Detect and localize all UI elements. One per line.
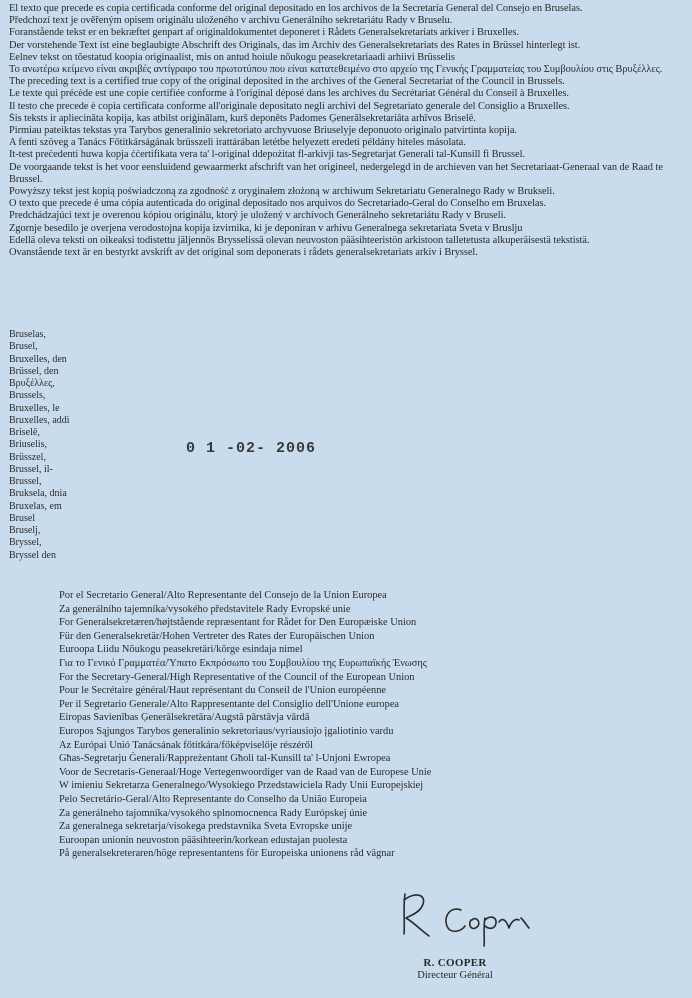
cert-line-sv: Ovanstående text är en bestyrkt avskrift av det original som deponerats i rådets generalsekretariats arkiv i Bryssel. <box>9 247 478 259</box>
place-line: Bruxelas, em <box>9 500 62 512</box>
cert-line-lt: Pirmiau pateiktas tekstas yra Tarybos generalinio sekretoriato archyvuose Briuselyje deponuoto originalo patvirtinta kopija. <box>9 125 517 137</box>
cert-line-pt: O texto que precede é uma cópia autenticada do original depositado nos arquivos do Secretariado-Geral do Conselho em Bruxelas. <box>9 198 547 210</box>
cert-line-de: Der vorstehende Text ist eine beglaubigte Abschrift des Originals, das im Archiv des Generalsekretariats des Rates in Brüssel hinterlegt ist. <box>9 39 581 51</box>
behalf-line: Por el Secretario General/Alto Representante del Consejo de la Union Europea <box>59 590 387 601</box>
cert-line-fi: Edellä oleva teksti on oikeaksi todistettu jäljennös Brysselissä olevan neuvoston pääsihteeristön arkistoon talletetusta alkuperäisestä tekstistä. <box>9 234 590 246</box>
certification-block <box>9 3 685 259</box>
cert-line-da: Foranstående tekst er en bekræftet genpart af originaldokumentet deponeret i Rådets Generalsekretariats arkiver i Bruxelles. <box>9 27 519 39</box>
signatory-name: R. COOPER <box>423 957 487 969</box>
behalf-line: Għas-Segretarju Ġenerali/Rappreżentant Għoli tal-Kunsill ta' l-Unjoni Ewropea <box>59 753 391 765</box>
place-line: Brüsszel, <box>9 451 46 463</box>
cert-line-cs: Předchozí text je ověřeným opisem originálu uloženého v archivu Generálního sekretariátu Rady v Bruselu. <box>9 15 453 27</box>
cert-line-nl: De voorgaande tekst is het voor eensluidend gewaarmerkt afschrift van het origineel, nedergelegd in de archieven van het Secretariaat-Generaal van de Raad te Brussel. <box>9 161 663 185</box>
cert-line-en: The preceding text is a certified true copy of the original deposited in the archives of the General Secretariat of the Council in Brussels. <box>9 76 565 88</box>
behalf-line: Za generálního tajemníka/vysokého představitele Rady Evropské unie <box>59 603 351 615</box>
place-line: Bruselj, <box>9 525 41 536</box>
cert-line-lv: Šis teksts ir apliecināta kopija, kas atbilst oriģinālam, kurš deponēts Padomes Ģenerālsekretariāta arhīvos Briselē. <box>9 112 476 124</box>
place-date-list <box>9 329 119 562</box>
behalf-line: Für den Generalsekretär/Hohen Vertreter des Rates der Europäischen Union <box>59 630 375 642</box>
behalf-line: Για το Γενικό Γραμματέα/Ύπατο Εκπρόσωπο του Συμβουλίου της Ευρωπαϊκής Ένωσης <box>59 657 427 669</box>
cert-line-fr: Le texte qui précède est une copie certifiée conforme à l'original déposé dans les archives du Secrétariat Général du Conseil à Bruxelles. <box>9 88 569 100</box>
cert-line-hu: A fenti szöveg a Tanács Főtitkárságának brüsszeli irattárában letétbe helyezett eredeti példány hiteles másolata. <box>9 137 466 149</box>
behalf-line: Euroopan unionin neuvoston pääsihteerin/korkean edustajan puolesta <box>59 834 348 846</box>
place-line: Bruxelles, den <box>9 353 67 365</box>
cert-line-pl: Powyższy tekst jest kopią poświadczoną za zgodność z oryginałem złożoną w archiwum Sekretariatu Generalnego Rady w Brukseli. <box>9 186 555 198</box>
date-stamp: 0 1 -02- 2006 <box>186 440 317 457</box>
place-line: Bruksela, dnia <box>9 488 67 500</box>
cert-line-et: Eelnev tekst on tõestatud koopia originaalist, mis on antud hoiule nõukogu peasekretariaadi arhiivi Brüsselis <box>9 51 455 63</box>
cert-line-sl: Zgornje besedilo je overjena verodostojna kopija izvirnika, ki je deponiran v arhivu Generalnega sekretariata Sveta v Bruslju <box>9 222 523 234</box>
place-line: Brusel, <box>9 341 38 353</box>
behalf-line: Pelo Secretário-Geral/Alto Representante do Conselho da União Europeia <box>59 793 367 805</box>
behalf-line: Pour le Secrétaire général/Haut représentant du Conseil de l'Union européenne <box>59 685 387 697</box>
behalf-line: På generalsekreteraren/höge representantens för Europeiska unionens råd vägnar <box>59 848 395 860</box>
behalf-line: Za generálneho tajomníka/vysokého splnomocnenca Rady Európskej únie <box>59 807 368 819</box>
place-line: Bryssel, <box>9 537 42 549</box>
behalf-line: Az Európai Unió Tanácsának főtitkára/főképviselője részéről <box>59 739 313 751</box>
behalf-line: Za generalnega sekretarja/visokega predstavnika Sveta Evropske unije <box>59 821 353 833</box>
behalf-line: Per il Segretario Generale/Alto Rappresentante del Consiglio dell'Unione europea <box>59 698 400 710</box>
cert-line-mt: It-test preċedenti huwa kopja ċċertifikata vera ta' l-original ddepożitat fl-arkivji tas-Segretarjat Ġenerali tal-Kunsill fi Brussel. <box>9 149 525 161</box>
behalf-line: Voor de Secretaris-Generaal/Hoge Vertegenwoordiger van de Raad van de Europese Unie <box>59 766 432 778</box>
on-behalf-block <box>59 589 659 861</box>
behalf-line: Europos Sąjungos Tarybos generalinio sekretoriaus/vyriausiojo įgaliotinio vardu <box>59 725 394 737</box>
signatory-title: Directeur Général <box>417 970 493 981</box>
place-line: Briuselis, <box>9 439 48 451</box>
place-line: Brussel, <box>9 476 42 487</box>
place-line: Brussel, il- <box>9 463 53 475</box>
place-line: Bruxelles, le <box>9 402 60 414</box>
place-line: Brussels, <box>9 390 46 402</box>
place-line: Βρυξέλλες, <box>9 378 55 389</box>
cert-line-es: El texto que precede es copia certificada conforme del original depositado en los archivos de la Secretaría General del Consejo en Bruselas. <box>9 3 583 14</box>
handwritten-signature <box>395 888 535 950</box>
place-line: Bruselas, <box>9 329 46 340</box>
place-line: Brüssel, den <box>9 365 59 377</box>
behalf-line: For Generalsekretæren/højtstående repræsentant for Rådet for Den Europæiske Union <box>59 617 417 629</box>
behalf-line: For the Secretary-General/High Representative of the Council of the European Union <box>59 671 415 683</box>
behalf-line: W imieniu Sekretarza Generalnego/Wysokiego Przedstawiciela Rady Unii Europejskiej <box>59 780 424 792</box>
cert-line-it: Il testo che precede è copia certificata conforme all'originale depositato negli archivi del Segretariato generale del Consiglio a Bruxelles. <box>9 100 570 112</box>
behalf-line: Eiropas Savienības Ģenerālsekretāra/Augstā pārstāvja vārdā <box>59 712 310 724</box>
cert-line-sk: Predchádzajúci text je overenou kópiou originálu, ktorý je uložený v archívoch Generálneho sekretariátu Rady v Bruseli. <box>9 210 506 222</box>
place-line: Briselē, <box>9 427 40 438</box>
place-line: Brusel <box>9 512 36 524</box>
place-line: Bruxelles, addì <box>9 414 70 426</box>
cert-line-el: Το ανωτέρω κείμενο είναι ακριβές αντίγραφο του πρωτοτύπου που είναι κατατεθειμένο στο αρχείο της Γενικής Γραμματείας του Συμβουλίου στις Βρυξέλλες. <box>9 64 663 76</box>
place-line: Bryssel den <box>9 549 56 561</box>
behalf-line: Euroopa Liidu Nõukogu peasekretäri/kõrge esindaja nimel <box>59 644 303 656</box>
